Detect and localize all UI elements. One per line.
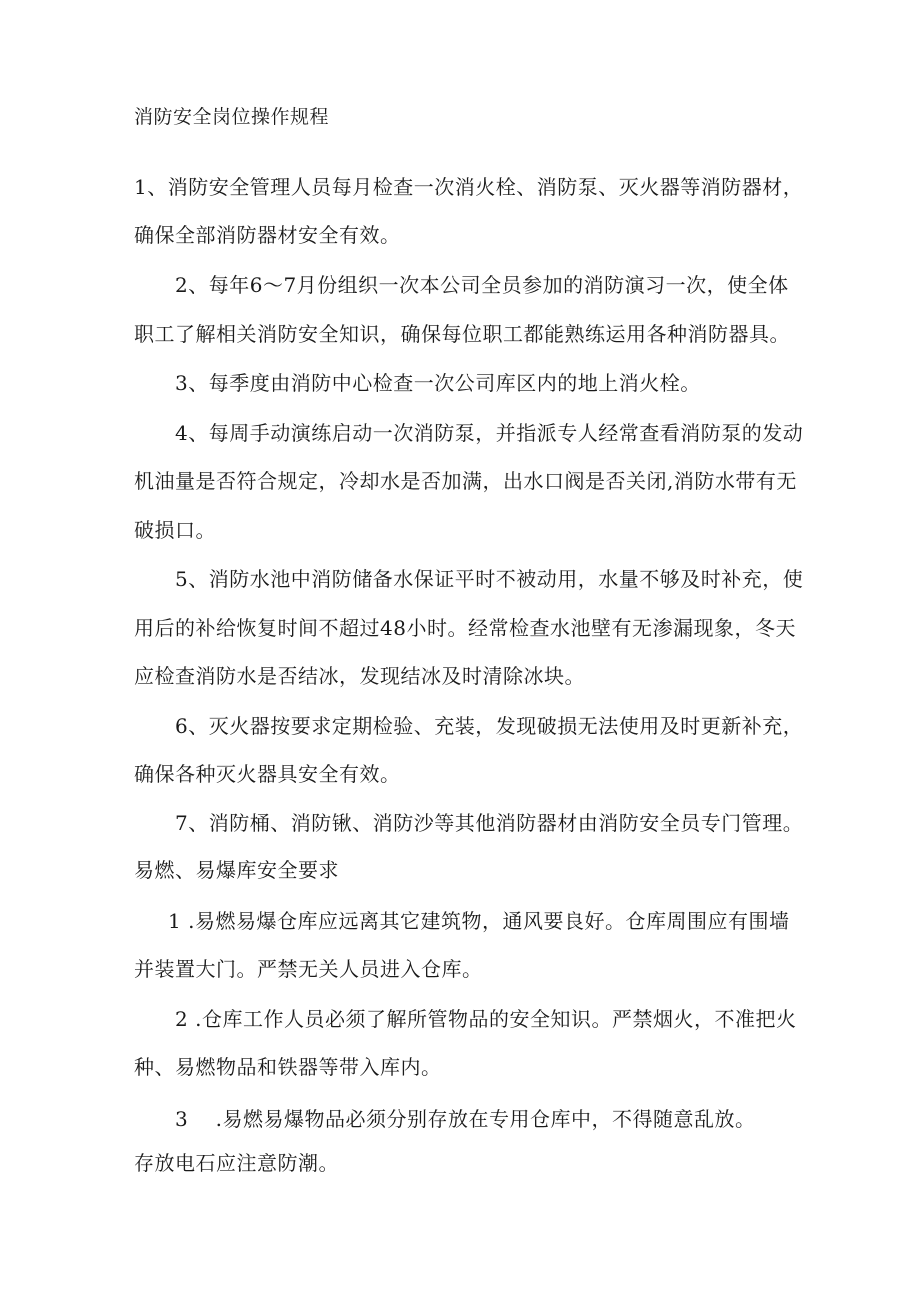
paragraph-line: 2、每年6～7月份组织一次本公司全员参加的消防演习一次，使全体 (175, 273, 789, 297)
paragraph-line: 确保各种灭火器具安全有效。 (134, 762, 401, 786)
paragraph-line: 1、消防安全管理人员每月检查一次消火栓、消防泵、灭火器等消防器材， (134, 175, 804, 199)
paragraph-line: 用后的补给恢复时间不超过48小时。经常检查水池壁有无渗漏现象，冬天 (134, 616, 796, 640)
paragraph-line: 应检查消防水是否结冰，发现结冰及时清除冰块。 (134, 664, 585, 688)
document-title: 消防安全岗位操作规程 (134, 106, 330, 128)
paragraph-line: 破损口。 (134, 518, 216, 542)
paragraph-line: 1 .易燃易爆仓库应远离其它建筑物，通风要良好。仓库周围应有围墙 (168, 909, 790, 933)
paragraph-line: 7、消防桶、消防锹、消防沙等其他消防器材由消防安全员专门管理。 (175, 811, 804, 835)
paragraph-line: 存放电石应注意防潮。 (134, 1151, 339, 1175)
paragraph-line: 3、每季度由消防中心检查一次公司库区内的地上消火栓。 (175, 371, 701, 395)
section-heading: 易燃、易爆库安全要求 (134, 858, 339, 882)
paragraph-line: 职工了解相关消防安全知识，确保每位职工都能熟练运用各种消防器具。 (134, 322, 790, 346)
paragraph-line: 6、灭火器按要求定期检验、充装，发现破损无法使用及时更新补充， (175, 714, 804, 738)
paragraph-line: 3 .易燃易爆物品必须分别存放在专用仓库中，不得随意乱放。 (175, 1107, 756, 1131)
paragraph-line: 并装置大门。严禁无关人员进入仓库。 (134, 957, 483, 981)
paragraph-line: 确保全部消防器材安全有效。 (134, 223, 401, 247)
paragraph-line: 机油量是否符合规定，冷却水是否加满，出水口阀是否关闭,消防水带有无 (134, 469, 797, 493)
paragraph-line: 2 .仓库工作人员必须了解所管物品的安全知识。严禁烟火，不准把火 (175, 1007, 797, 1031)
paragraph-line: 种、易燃物品和铁器等带入库内。 (134, 1055, 442, 1079)
paragraph-line: 4、每周手动演练启动一次消防泵，并指派专人经常查看消防泵的发动 (175, 421, 804, 445)
paragraph-line: 5、消防水池中消防储备水保证平时不被动用，水量不够及时补充，使 (175, 567, 804, 591)
